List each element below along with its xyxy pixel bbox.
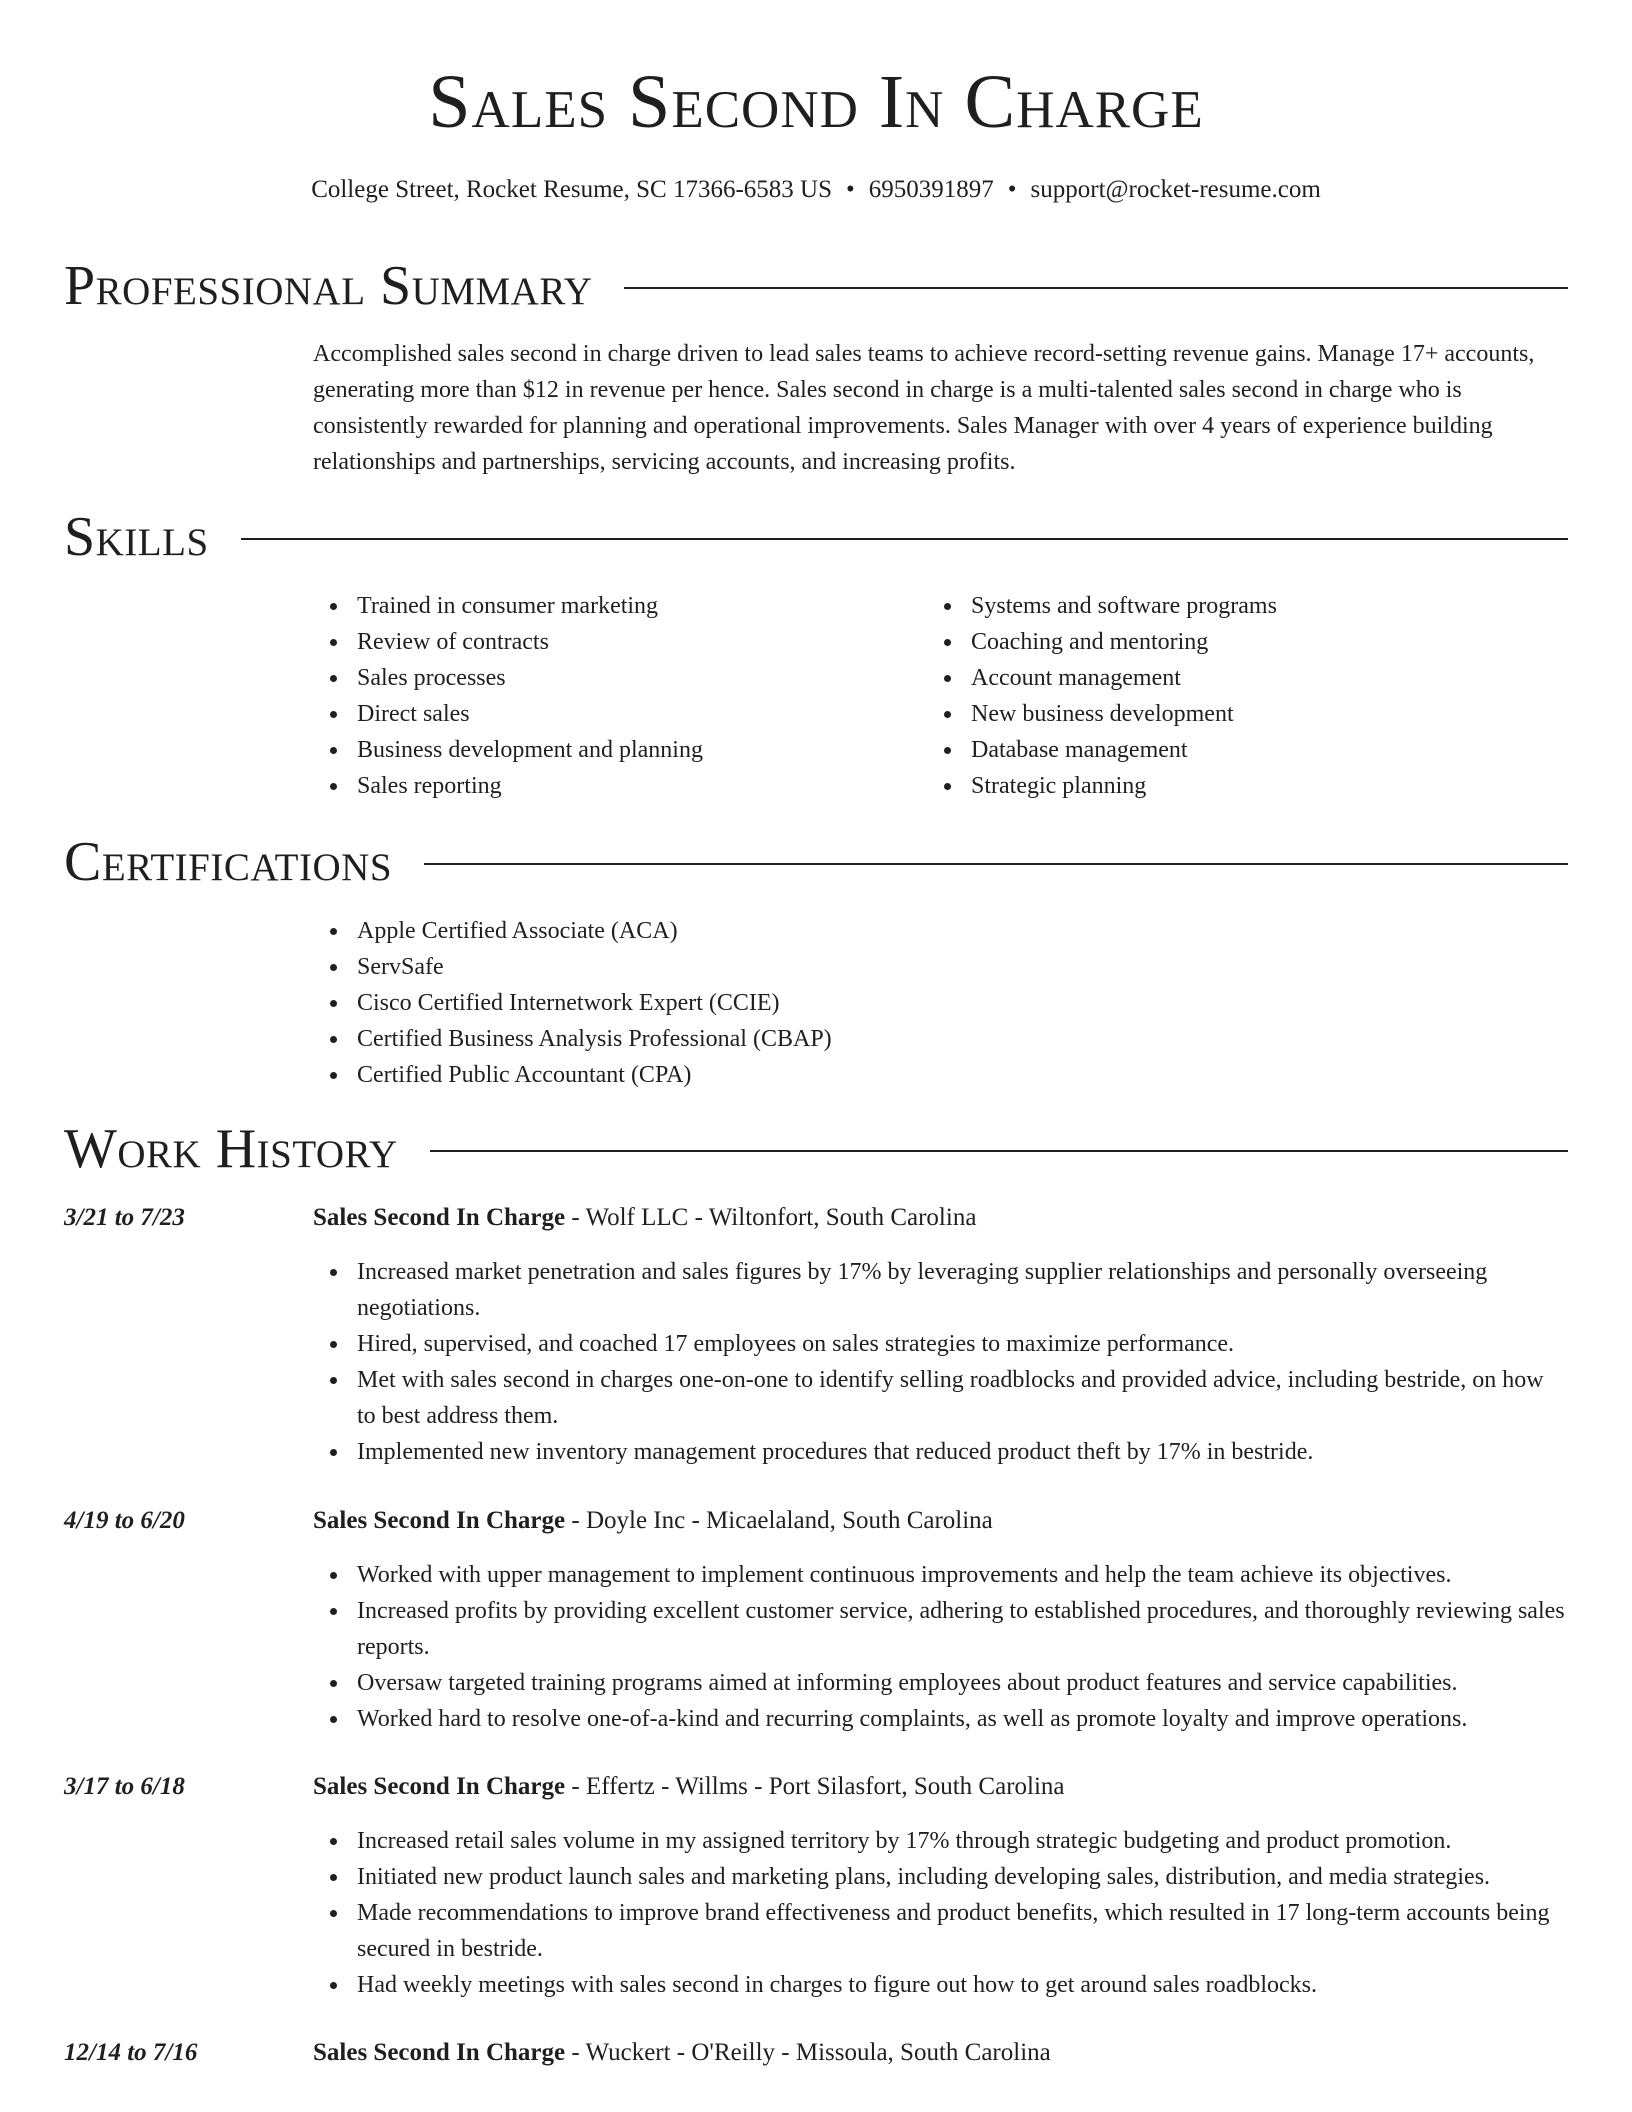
skills-list-right	[927, 588, 1541, 804]
duty-item: Hired, supervised, and coached 17 employees on sales strategies to maximize performance.	[357, 1326, 1568, 1362]
section-divider	[241, 538, 1568, 540]
job-dates: 3/21 to 7/23	[64, 1204, 185, 1231]
contact-email: support@rocket-resume.com	[1030, 176, 1321, 203]
work-section-header	[64, 1117, 1568, 1181]
skill-item: Sales reporting	[357, 768, 927, 804]
duties-list	[313, 1823, 1568, 2003]
certifications-section-title: Certifications	[64, 831, 393, 893]
job-heading	[313, 1200, 976, 1236]
job-duties	[313, 1254, 1568, 1470]
job-title: Sales Second In Charge	[313, 2039, 566, 2066]
skill-item: New business development	[971, 696, 1541, 732]
duty-item: Oversaw targeted training programs aimed at informing employees about product features and service capabilities.	[357, 1665, 1568, 1701]
duty-item: Increased profits by providing excellent customer service, adhering to established procedures, and thoroughly reviewing sales reports.	[357, 1593, 1568, 1665]
duty-item: Made recommendations to improve brand effectiveness and product benefits, which resulted in 17 long-term accounts being secured in bestride.	[357, 1895, 1568, 1967]
skills-section-header	[64, 505, 1568, 569]
certification-item: Certified Public Accountant (CPA)	[357, 1057, 1568, 1093]
duty-item: Increased market penetration and sales figures by 17% by leveraging supplier relationships and personally overseeing negotiations.	[357, 1254, 1568, 1326]
duties-list	[313, 1557, 1568, 1737]
skills-list-left	[313, 588, 927, 804]
skill-item: Strategic planning	[971, 768, 1541, 804]
contact-line	[0, 172, 1632, 208]
skills-section-title: Skills	[64, 506, 209, 568]
duty-item: Initiated new product launch sales and marketing plans, including developing sales, distribution, and media strategies.	[357, 1859, 1568, 1895]
job-employer: - Doyle Inc - Micaelaland, South Carolina	[565, 1507, 993, 1534]
duty-item: Increased retail sales volume in my assigned territory by 17% through strategic budgeting and product promotion.	[357, 1823, 1568, 1859]
job-title: Sales Second In Charge	[313, 1773, 566, 1800]
job-employer: - Effertz - Willms - Port Silasfort, South Carolina	[565, 1773, 1065, 1800]
skill-item: Account management	[971, 660, 1541, 696]
certification-item: Certified Business Analysis Professional (CBAP)	[357, 1021, 1568, 1057]
job-heading	[313, 1503, 993, 1539]
summary-section-header	[64, 254, 1568, 318]
duty-item: Implemented new inventory management procedures that reduced product theft by 17% in bestride.	[357, 1434, 1568, 1470]
section-divider	[430, 1150, 1568, 1152]
job-heading	[313, 1769, 1065, 1805]
duties-list	[313, 1254, 1568, 1470]
skills-column-left	[313, 588, 927, 804]
certifications-section-header	[64, 830, 1568, 894]
skill-item: Coaching and mentoring	[971, 624, 1541, 660]
skill-item: Trained in consumer marketing	[357, 588, 927, 624]
job-duties	[313, 1557, 1568, 1737]
section-divider	[424, 863, 1568, 865]
section-divider	[624, 287, 1568, 289]
skills-columns	[313, 588, 1568, 804]
contact-phone: 6950391897	[868, 176, 994, 203]
contact-separator: •	[1007, 176, 1017, 203]
skill-item: Direct sales	[357, 696, 927, 732]
summary-text: Accomplished sales second in charge driven to lead sales teams to achieve record-setting revenue gains. Manage 17+ accounts, generating more than $12 in revenue per hence. Sales second in charge is a multi-talented sales second in charge who is consistently rewarded for planning and operational improvements. Sales Manager with over 4 years of experience building relationships and partnerships, servicing accounts, and increasing profits.	[313, 341, 1535, 475]
skill-item: Review of contracts	[357, 624, 927, 660]
certifications-list	[313, 913, 1568, 1093]
job-dates: 12/14 to 7/16	[64, 2039, 198, 2066]
job-employer: - Wolf LLC - Wiltonfort, South Carolina	[565, 1204, 977, 1231]
duty-item: Worked with upper management to implement continuous improvements and help the team achieve its objectives.	[357, 1557, 1568, 1593]
skill-item: Database management	[971, 732, 1541, 768]
certification-item: ServSafe	[357, 949, 1568, 985]
job-duties	[313, 1823, 1568, 2003]
duty-item: Met with sales second in charges one-on-one to identify selling roadblocks and provided advice, including bestride, on how to best address them.	[357, 1362, 1568, 1434]
job-title: Sales Second In Charge	[313, 1507, 566, 1534]
job-title: Sales Second In Charge	[313, 1204, 566, 1231]
skill-item: Business development and planning	[357, 732, 927, 768]
contact-address: College Street, Rocket Resume, SC 17366-6583 US	[311, 176, 832, 203]
contact-separator: •	[845, 176, 855, 203]
job-employer: - Wuckert - O'Reilly - Missoula, South Carolina	[565, 2039, 1051, 2066]
summary-section-title: Professional Summary	[64, 255, 593, 317]
job-dates: 4/19 to 6/20	[64, 1507, 185, 1534]
duty-item: Had weekly meetings with sales second in charges to figure out how to get around sales roadblocks.	[357, 1967, 1568, 2003]
certification-item: Cisco Certified Internetwork Expert (CCIE)	[357, 985, 1568, 1021]
work-section-title: Work History	[64, 1118, 398, 1180]
skills-column-right	[927, 588, 1541, 804]
skill-item: Systems and software programs	[971, 588, 1541, 624]
certifications-block	[313, 913, 1568, 1093]
job-dates: 3/17 to 6/18	[64, 1773, 185, 1800]
candidate-name: Sales Second In Charge	[428, 60, 1204, 144]
job-heading	[313, 2035, 1051, 2071]
skill-item: Sales processes	[357, 660, 927, 696]
certification-item: Apple Certified Associate (ACA)	[357, 913, 1568, 949]
duty-item: Worked hard to resolve one-of-a-kind and recurring complaints, as well as promote loyalty and improve operations.	[357, 1701, 1568, 1737]
